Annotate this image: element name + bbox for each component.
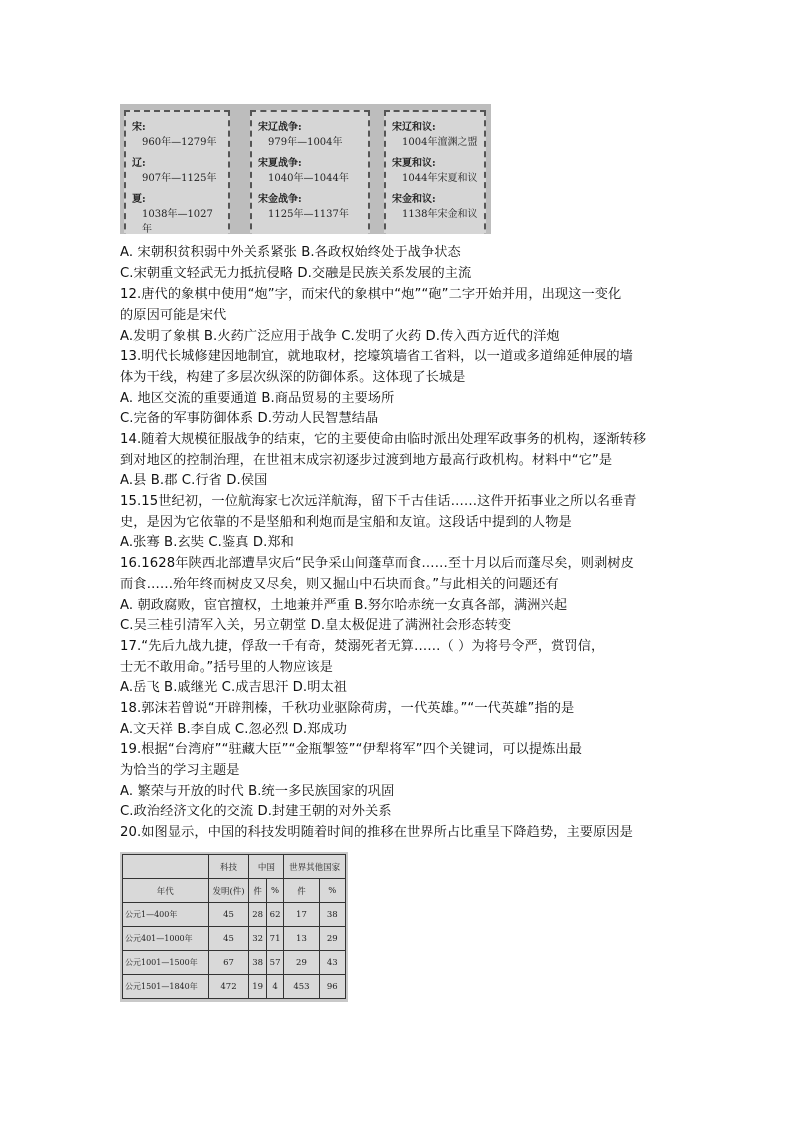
entry-label: 宋金和议: (392, 194, 436, 205)
peace-treaties-box (384, 110, 486, 234)
entry-value: 907年—1125年 (142, 173, 217, 184)
question-16-cont: 而食……殆年终而树皮又尽矣，则又掘山中石块而食。”与此相关的问题还有 (120, 577, 559, 592)
option-line: C.宋朝重文轻武无力抵抗侵略 D.交融是民族关系发展的主流 (120, 266, 472, 281)
option-line: A. 地区交流的重要通道 B.商品贸易的主要场所 (120, 391, 395, 406)
option-line: A. 朝政腐败，宦官擅权，土地兼并严重 B.努尔哈赤统一女真各部，满洲兴起 (120, 598, 568, 613)
entry-label: 宋夏和议: (392, 158, 436, 169)
option-line: A.县 B.郡 C.行省 D.侯国 (120, 473, 268, 488)
table-cell: 29 (284, 951, 319, 975)
entry-label: 宋夏战争: (258, 158, 302, 169)
table-header: 发明(件) (208, 879, 249, 903)
option-line: A.发明了象棋 B.火药广泛应用于战争 C.发明了火药 D.传入西方近代的洋炮 (120, 329, 560, 344)
table-cell: 45 (208, 927, 249, 951)
wars-box (250, 110, 370, 234)
table-cell: 67 (208, 951, 249, 975)
table-cell: 38 (319, 903, 345, 927)
table-cell: 57 (266, 951, 283, 975)
entry-label: 宋: (132, 122, 146, 133)
entry-label: 宋辽战争: (258, 122, 302, 133)
entry-label: 夏: (132, 194, 146, 205)
table-cell: 472 (208, 975, 249, 999)
dynasty-timeline-figure (120, 104, 491, 234)
table-cell: 96 (319, 975, 345, 999)
era-cell: 公元1001—1500年 (123, 951, 209, 975)
table-header (123, 855, 209, 879)
table-cell: 32 (249, 927, 266, 951)
question-20: 20.如图显示，中国的科技发明随着时间的推移在世界所占比重呈下降趋势，主要原因是 (120, 825, 633, 840)
table-cell: 13 (284, 927, 319, 951)
option-line: C.政治经济文化的交流 D.封建王朝的对外关系 (120, 804, 392, 819)
question-17-cont: 士无不敢用命。”括号里的人物应该是 (120, 660, 333, 675)
entry-value: 1138年宋金和议 (402, 209, 478, 220)
era-cell: 公元1—400年 (123, 903, 209, 927)
entry-label: 辽: (132, 158, 146, 169)
table-cell: 29 (319, 927, 345, 951)
invention-table (122, 854, 346, 999)
table-cell: 62 (266, 903, 283, 927)
table-row (123, 975, 346, 999)
question-15-cont: 史，是因为它依靠的不是坚船和利炮而是宝船和友谊。这段话中提到的人物是 (120, 515, 572, 530)
table-cell: 38 (249, 951, 266, 975)
table-header: 年代 (123, 879, 209, 903)
table-cell: 453 (284, 975, 319, 999)
table-header: 世界其他国家 (284, 855, 346, 879)
table-header: % (319, 879, 345, 903)
entry-label: 宋辽和议: (392, 122, 436, 133)
table-header: % (266, 879, 283, 903)
question-13-cont: 体为干线，构建了多层次纵深的防御体系。这体现了长城是 (120, 370, 466, 385)
table-row (123, 927, 346, 951)
entry-value: 1044年宋夏和议 (402, 173, 478, 184)
table-header: 件 (284, 879, 319, 903)
option-line: C.完备的军事防御体系 D.劳动人民智慧结晶 (120, 411, 379, 426)
entry-value: 1040年—1044年 (268, 173, 349, 184)
question-12: 12.唐代的象棋中使用“炮”字，而宋代的象棋中“炮”“砲”二字开始并用，出现这一变化 (120, 287, 622, 302)
table-row (123, 903, 346, 927)
table-row (123, 951, 346, 975)
question-19-cont: 为恰当的学习主题是 (120, 763, 240, 778)
table-cell: 17 (284, 903, 319, 927)
option-line: A. 繁荣与开放的时代 B.统一多民族国家的巩固 (120, 784, 395, 799)
table-header: 中国 (249, 855, 284, 879)
entry-value: 960年—1279年 (142, 137, 217, 148)
table-cell: 19 (249, 975, 266, 999)
table-header: 件 (249, 879, 266, 903)
regimes-box (124, 110, 230, 234)
table-header: 科技 (208, 855, 249, 879)
question-16: 16.1628年陕西北部遭旱灾后“民争采山间蓬草而食……至十月以后而蓬尽矣，则剥树皮 (120, 556, 634, 571)
era-cell: 公元1501—1840年 (123, 975, 209, 999)
question-17: 17.“先后九战九捷，俘敌一千有奇，焚溺死者无算……（ ）为将号令严，赏罚信， (120, 639, 605, 654)
table-cell: 71 (266, 927, 283, 951)
question-14: 14.随着大规模征服战争的结束，它的主要使命由临时派出处理军政事务的机构，逐渐转移 (120, 432, 647, 447)
table-cell: 4 (266, 975, 283, 999)
table-cell: 45 (208, 903, 249, 927)
table-cell: 28 (249, 903, 266, 927)
entry-value: 1125年—1137年 (268, 209, 349, 220)
question-15: 15.15世纪初，一位航海家七次远洋航海，留下千古佳话……这件开拓事业之所以名垂青 (120, 494, 637, 509)
question-19: 19.根据“台湾府”“驻藏大臣”“金瓶掣签”“伊犁将军”四个关键词，可以提炼出最 (120, 742, 583, 757)
question-18: 18.郭沫若曾说“开辟荆榛，千秋功业驱除荷虏，一代英雄。”“一代英雄”指的是 (120, 701, 575, 716)
option-line: C.吴三桂引清军入关，另立朝堂 D.皇太极促进了满洲社会形态转变 (120, 618, 512, 633)
question-12-cont: 的原因可能是宋代 (120, 308, 227, 323)
option-line: A.文天祥 B.李自成 C.忽必烈 D.郑成功 (120, 722, 348, 737)
entry-label: 宋金战争: (258, 194, 302, 205)
question-13: 13.明代长城修建因地制宜，就地取材，挖壕筑墙省工省料，以一道或多道绵延伸展的墙 (120, 349, 633, 364)
entry-value: 979年—1004年 (268, 137, 343, 148)
era-cell: 公元401—1000年 (123, 927, 209, 951)
entry-value: 1004年澶渊之盟 (402, 137, 478, 148)
question-14-cont: 到对地区的控制治理，在世祖末成宗初逐步过渡到地方最高行政机构。材料中“它”是 (120, 453, 613, 468)
option-line: A. 宋朝积贫积弱中外关系紧张 B.各政权始终处于战争状态 (120, 245, 461, 260)
option-line: A.张骞 B.玄奘 C.鉴真 D.郑和 (120, 535, 294, 550)
table-cell: 43 (319, 951, 345, 975)
option-line: A.岳飞 B.戚继光 C.成吉思汗 D.明太祖 (120, 680, 348, 695)
invention-table-figure (120, 852, 348, 1002)
entry-value: 1038年—1027年 (142, 209, 213, 234)
